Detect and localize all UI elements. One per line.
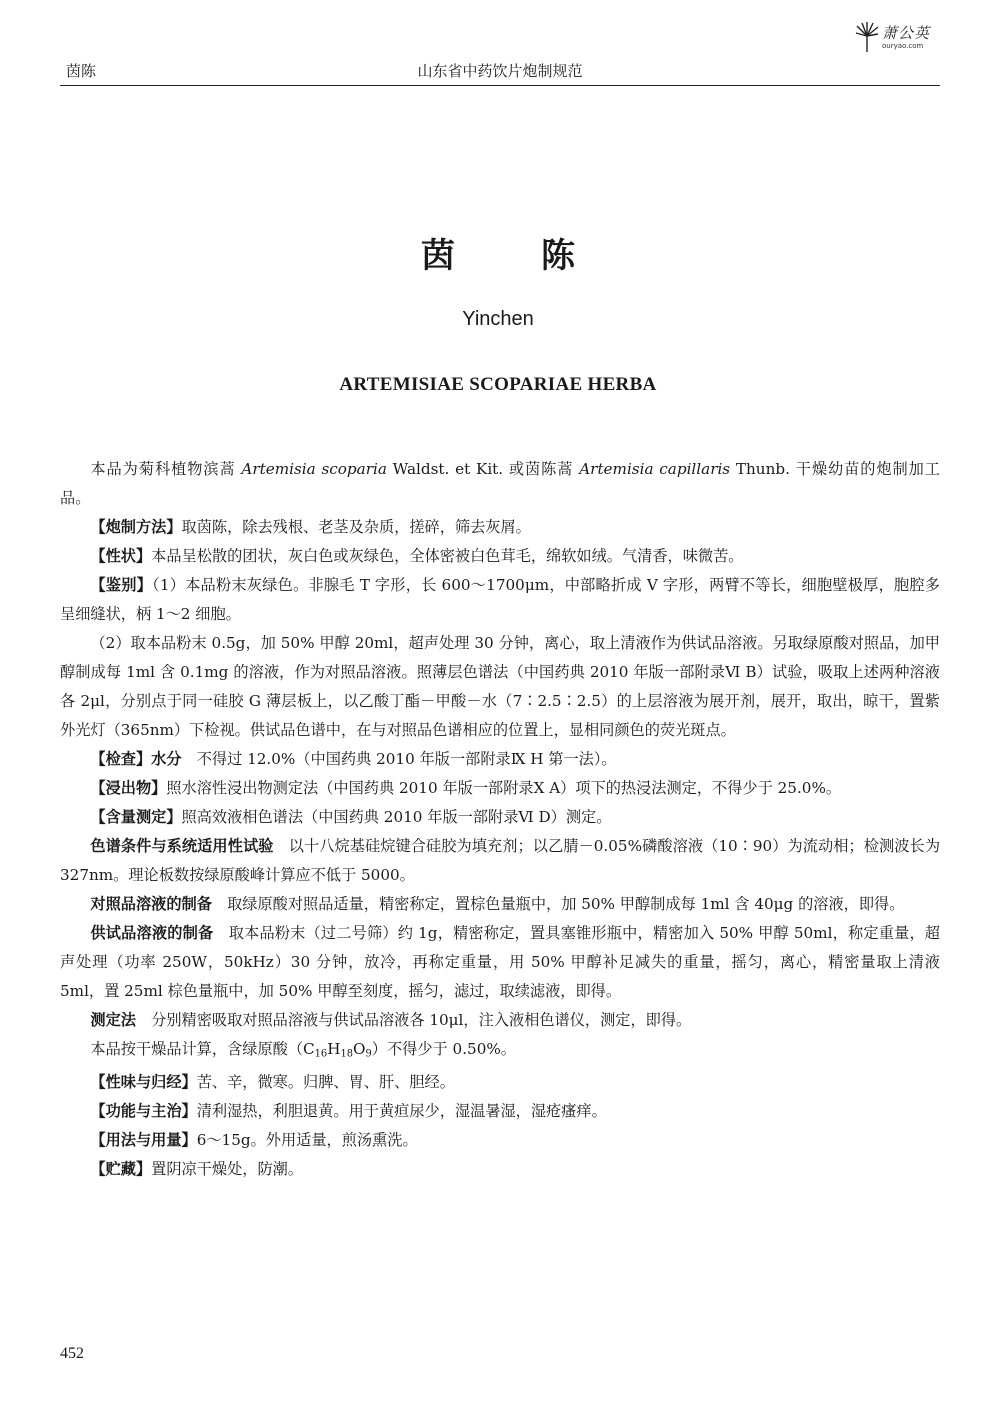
species-name: Artemisia capillaris [579, 460, 731, 478]
header-section-name: 茵陈 [66, 62, 97, 80]
species-name: Artemisia scoparia [241, 460, 387, 478]
section-storage [60, 1155, 940, 1184]
section-assay [60, 803, 940, 832]
section-character [60, 542, 940, 571]
section-label: 【浸出物】 [90, 779, 167, 797]
subsection-reference-solution [60, 890, 940, 919]
running-header [60, 60, 940, 86]
subsection-text: 以十八烷基硅烷键合硅胶为填充剂；以乙腈－0.05%磷酸溶液（10∶90）为流动相；检测波长为 327nm。理论板数按绿原酸峰计算应不低于 5000。 [60, 837, 941, 884]
section-text: 取茵陈，除去残根、老茎及杂质，搓碎，筛去灰屑。 [181, 518, 531, 536]
section-label: 【功能与主治】 [90, 1102, 197, 1121]
section-text: 6～15g。外用适量，煎汤熏洗。 [196, 1131, 418, 1150]
section-nature-meridian [60, 1068, 940, 1097]
subsection-label: 测定法 [90, 1011, 136, 1029]
section-text: 本品呈松散的团状，灰白色或灰绿色，全体密被白色茸毛，绵软如绒。气清香，味微苦。 [151, 547, 744, 565]
section-text: 置阴凉干燥处，防潮。 [151, 1160, 304, 1179]
subsection-text: 取绿原酸对照品适量，精密称定，置棕色量瓶中，加 50% 甲醇制成每 1ml 含 40μg 的溶液，即得。 [211, 895, 905, 913]
section-text: 苦、辛，微寒。归脾、胃、肝、胆经。 [196, 1073, 455, 1092]
section-inspection [60, 745, 940, 774]
section-text: （1）本品粉末灰绿色。非腺毛 T 字形，长 600～1700μm，中部略折成 V 字形，两臂不等长，细胞壁极厚，胞腔多呈细缝状，柄 1～2 细胞。 [60, 576, 940, 623]
content-limit: 本品按干燥品计算，含绿原酸$(C_{16}H_{18}O_9)$不得少于 0.50%。 [90, 1040, 516, 1060]
section-text: 照高效液相色谱法（中国药典 2010 年版一部附录Ⅵ D）测定。 [181, 808, 612, 826]
section-text: 照水溶性浸出物测定法（中国药典 2010 年版一部附录Ⅹ A）项下的热浸法测定，不得少于 25.0%。 [166, 779, 842, 797]
section-label: 【炮制方法】 [90, 518, 182, 536]
dandelion-icon [854, 20, 880, 54]
section-text: 不得过 12.0%（中国药典 2010 年版一部附录Ⅸ H 第一法）。 [181, 750, 617, 768]
intro-paragraph: 本品为菊科植物滨蒿 Artemisia scoparia Waldst. et Kit. 或茵陈蒿 Artemisia capillaris Thunb. 干燥幼苗的炮制加工品。 [60, 460, 940, 507]
section-label: 【贮藏】 [90, 1160, 152, 1179]
monograph-latin-name: ARTEMISIAE SCOPARIAE HERBA [339, 374, 657, 395]
section-identification [60, 571, 940, 629]
page-number: 452 [60, 1345, 84, 1362]
section-identification-2: （2）取本品粉末 0.5g，加 50% 甲醇 20ml，超声处理 30 分钟，离心，取上清液作为供试品溶液。另取绿原酸对照品，加甲醇制成每 1ml 含 0.1mg 的溶液，作为对照品溶液。照薄层色谱法（中国药典 2010 年版一部附录Ⅵ B）试验，吸取上述两种溶液各 2μl，分别点于同一硅胶 G 薄层板上，以乙酸丁酯－甲酸－水（7∶2.5∶2.5）的上层溶液为展开剂，展开，取出，晾干，置紫外光灯（365nm）下检视。供试品色谱中，在与对照品色谱相应的位置上，显相同颜色的荧光斑点。 [60, 634, 940, 739]
section-processing [60, 513, 940, 542]
publisher-logo [852, 18, 948, 58]
subsection-label: 供试品溶液的制备 [90, 924, 214, 942]
subsection-label: 对照品溶液的制备 [90, 895, 212, 913]
section-label: 【用法与用量】 [90, 1131, 197, 1150]
section-usage-dosage [60, 1126, 940, 1155]
monograph-pinyin: Yinchen [462, 308, 534, 330]
subsection-label: 色谱条件与系统适用性试验 [90, 837, 274, 855]
subsection-test-solution [60, 919, 940, 1006]
subsection-chromatography [60, 832, 940, 890]
section-label: 【性状】 [90, 547, 152, 565]
section-label: 【检查】水分 [90, 750, 182, 768]
logo-text: 萧公英 [882, 24, 931, 42]
monograph-title: 茵陈 [421, 236, 661, 276]
subsection-text: 取本品粉末（过二号筛）约 1g，精密称定，置具塞锥形瓶中，精密加入 50% 甲醇 50ml，称定重量，超声处理（功率 250W，50kHz）30 分钟，放冷，再称定重量，用 50% 甲醇补足减失的重量，摇匀，离心，精密量取上清液 5ml，置 25ml 棕色量瓶中，加 50% 甲醇至刻度，摇匀，滤过，取续滤液，即得。 [60, 924, 940, 1000]
header-book-title: 山东省中药饮片炮制规范 [417, 62, 583, 80]
header-rule [60, 85, 940, 86]
section-label: 【鉴别】 [90, 576, 153, 594]
section-function [60, 1097, 940, 1126]
monograph-body [60, 455, 940, 1184]
section-label: 【含量测定】 [90, 808, 182, 826]
subsection-text: 分别精密吸取对照品溶液与供试品溶液各 10μl，注入液相色谱仪，测定，即得。 [135, 1011, 692, 1029]
section-text: 清利湿热，利胆退黄。用于黄疸尿少，湿温暑湿，湿疮瘙痒。 [196, 1102, 607, 1121]
subsection-determination [60, 1006, 940, 1035]
logo-url: ouryao.com [882, 42, 924, 50]
section-extract [60, 774, 940, 803]
section-label: 【性味与归经】 [90, 1073, 197, 1092]
